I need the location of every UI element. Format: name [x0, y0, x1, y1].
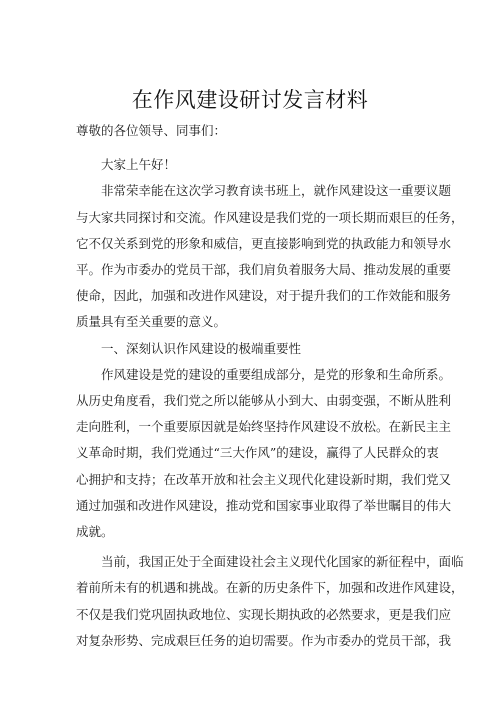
document-title: 在作风建设研讨发言材料: [131, 88, 369, 112]
paragraph-line: 义革命时期，我们党通过“三大作风”的建设，赢得了人民群众的衷: [76, 445, 439, 461]
paragraph-line: 当前，我国正处于全面建设社会主义现代化国家的新征程中，面临: [101, 554, 464, 570]
document-body: [76, 118, 464, 654]
paragraph-line: 使命，因此，加强和改进作风建设，对于提升我们的工作效能和服务: [76, 288, 452, 304]
paragraph-line: 它不仅关系到党的形象和威信，更直接影响到党的执政能力和领导水: [76, 235, 452, 251]
salutation: 尊敬的各位领导、同事们：: [76, 123, 227, 138]
paragraph-line: 非常荣幸能在这次学习教育读书班上，就作风建设这一重要议题: [101, 183, 452, 199]
paragraph-line: 着前所未有的机遇和挑战。在新的历史条件下，加强和改进作风建设，: [76, 580, 464, 596]
paragraph-line: 作风建设是党的建设的重要组成部分，是党的形象和生命所系。: [101, 366, 452, 382]
paragraph-line: 平。作为市委办的党员干部，我们肩负着服务大局、推动发展的重要: [76, 262, 452, 278]
paragraph-current: [76, 549, 464, 654]
paragraph-intro: [76, 178, 464, 335]
paragraph-importance: [76, 362, 452, 545]
paragraph-line: 心拥护和支持；在改革开放和社会主义现代化建设新时期，我们党又: [76, 471, 452, 487]
paragraph-line: 与大家共同探讨和交流。作风建设是我们党的一项长期而艰巨的任务，: [76, 209, 464, 225]
paragraph-line: 从历史角度看，我们党之所以能够从小到大、由弱变强，不断从胜利: [76, 393, 452, 409]
paragraph-line: 走向胜利，一个重要原因就是始终坚持作风建设不放松。在新民主主: [76, 419, 452, 435]
paragraph-line: 质量具有至关重要的意义。: [76, 314, 227, 330]
greeting: 大家上午好！: [101, 157, 177, 173]
paragraph-line: 通过加强和改进作风建设，推动党和国家事业取得了举世瞩目的伟大: [76, 497, 452, 513]
paragraph-line: 不仅是我们党巩固执政地位、实现长期执政的必然要求，更是我们应: [76, 606, 452, 622]
section-heading: 一、深刻认识作风建设的极端重要性: [101, 340, 302, 356]
paragraph-line: 成就。: [76, 524, 114, 540]
paragraph-line: 对复杂形势、完成艰巨任务的迫切需要。作为市委办的党员干部，我: [76, 632, 452, 648]
